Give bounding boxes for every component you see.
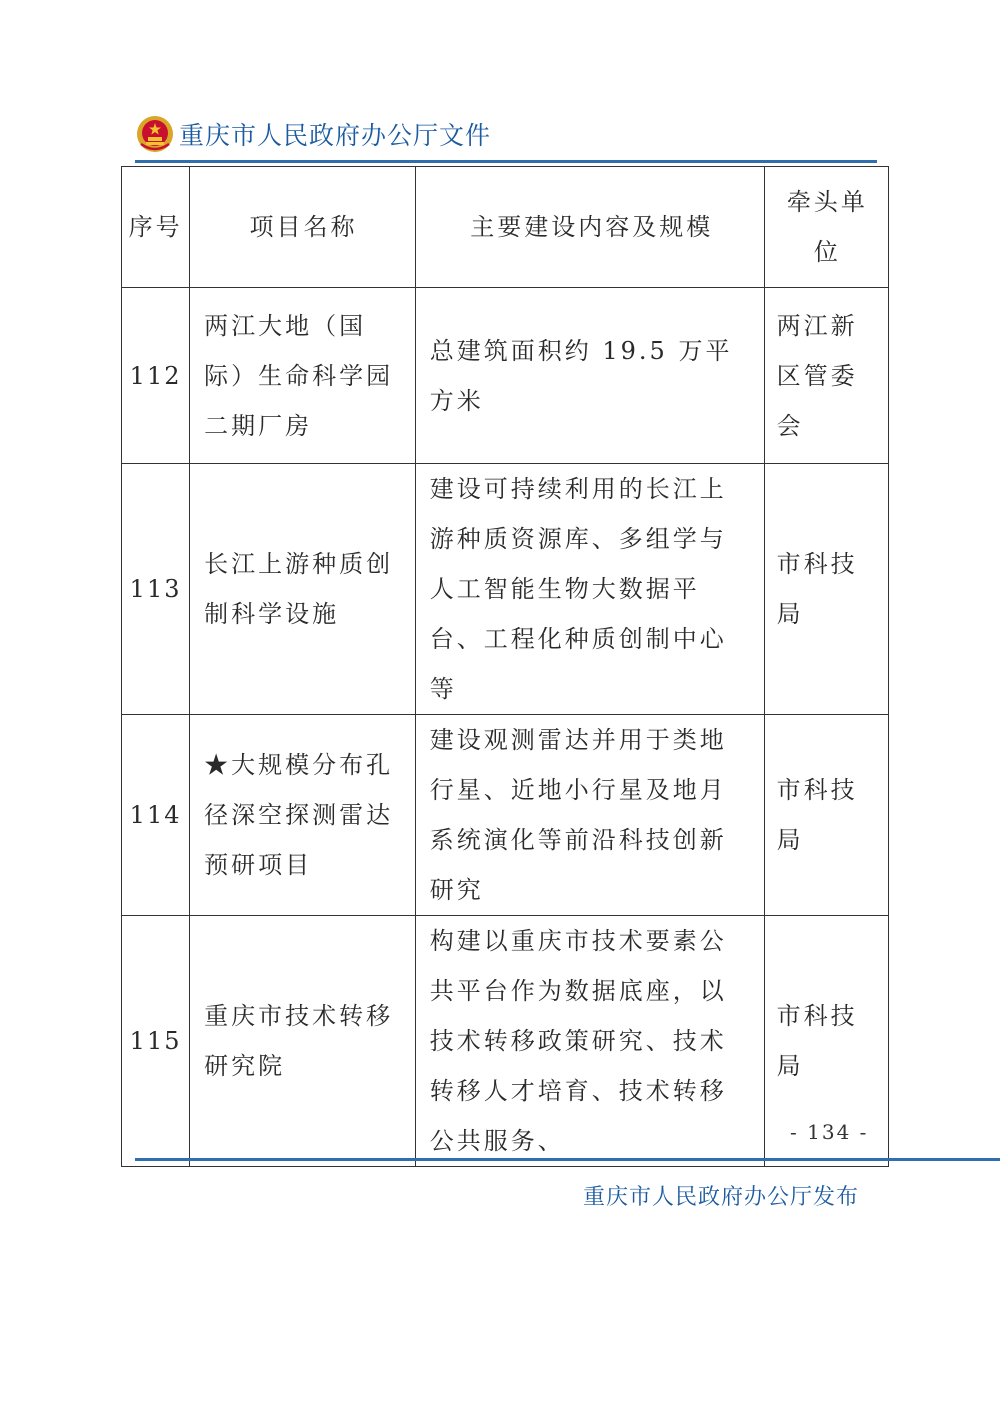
footer-publisher: 重庆市人民政府办公厅发布: [583, 1185, 860, 1210]
page-number: - 134 -: [790, 1120, 869, 1144]
row-content: 建设观测雷达并用于类地行星、近地小行星及地月系统演化等前沿科技创新研究: [415, 715, 764, 916]
column-header-content: 主要建设内容及规模: [415, 167, 764, 288]
row-name: ★大规模分布孔径深空探测雷达预研项目: [190, 715, 416, 916]
row-name: 两江大地（国际）生命科学园二期厂房: [190, 288, 416, 464]
row-unit: 市科技局: [764, 916, 888, 1167]
footer-divider: [135, 1158, 1000, 1161]
document-header-title: 重庆市人民政府办公厅文件: [179, 121, 492, 150]
column-header-unit: 牵头单位: [764, 167, 888, 288]
table-header-row: [122, 167, 889, 288]
table-row: [122, 916, 889, 1167]
column-header-name: 项目名称: [190, 167, 416, 288]
row-unit: 两江新区管委会: [764, 288, 888, 464]
row-content: 总建筑面积约 19.5 万平方米: [415, 288, 764, 464]
row-name: 长江上游种质创制科学设施: [190, 464, 416, 715]
national-emblem-icon: [135, 114, 175, 154]
table-row: [122, 288, 889, 464]
row-no: 112: [122, 288, 190, 464]
row-no: 114: [122, 715, 190, 916]
row-content: 建设可持续利用的长江上游种质资源库、多组学与人工智能生物大数据平台、工程化种质创制中心等: [415, 464, 764, 715]
header-divider: [135, 160, 877, 163]
table-row: [122, 464, 889, 715]
row-no: 113: [122, 464, 190, 715]
row-name: 重庆市技术转移研究院: [190, 916, 416, 1167]
column-header-no: 序号: [122, 167, 190, 288]
row-unit: 市科技局: [764, 715, 888, 916]
table-row: [122, 715, 889, 916]
row-content: 构建以重庆市技术要素公共平台作为数据底座，以技术转移政策研究、技术转移人才培育、技术转移公共服务、: [415, 916, 764, 1167]
row-no: 115: [122, 916, 190, 1167]
project-table: [121, 166, 889, 1167]
row-unit: 市科技局: [764, 464, 888, 715]
document-header: [135, 112, 491, 156]
